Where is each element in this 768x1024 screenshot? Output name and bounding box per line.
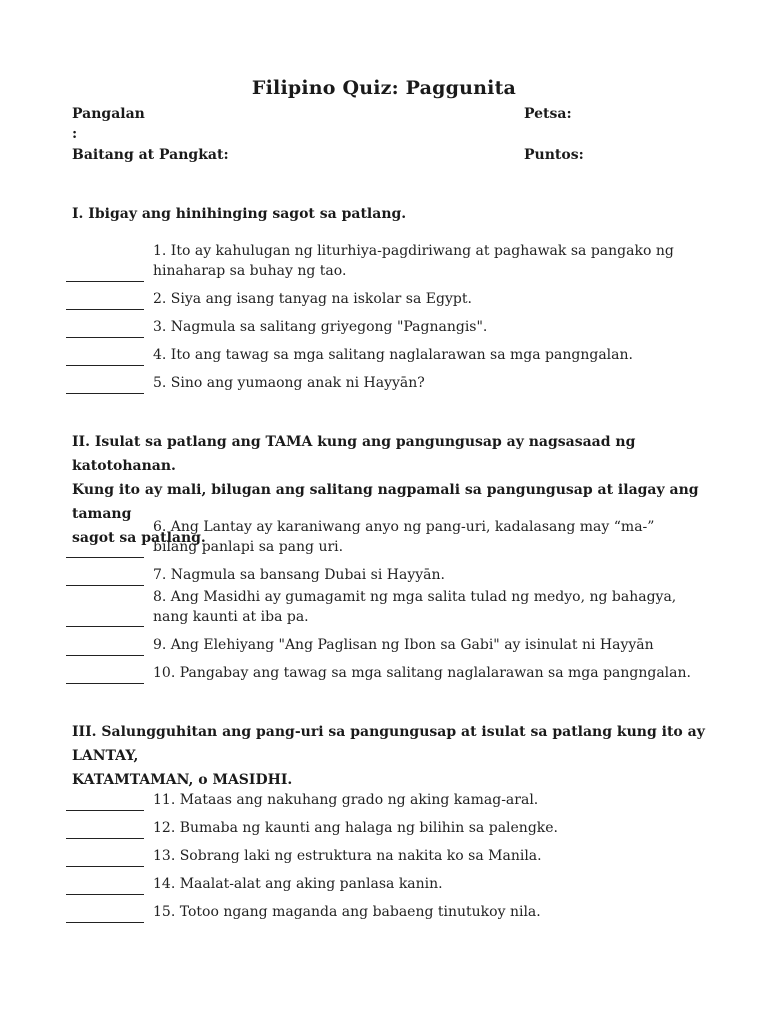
section-3-instruction-line1: III. Salungguhitan ang pang-uri sa pangungusap at isulat sa patlang kung ito ay LANTAY,	[72, 724, 705, 764]
question-14-text: 14. Maalat-alat ang aking panlasa kanin.	[153, 876, 443, 892]
answer-blank-15[interactable]	[66, 922, 144, 923]
section-3-instruction	[72, 720, 712, 792]
section-2-instruction-line1: II. Isulat sa patlang ang TAMA kung ang pangungusap ay nagsasaad ng katotohanan.	[72, 434, 636, 474]
question-5-text: 5. Sino ang yumaong anak ni Hayyān?	[153, 375, 425, 391]
question-8-text-line1: 8. Ang Masidhi ay gumagamit ng mga salita tulad ng medyo, ng bahagya,	[153, 589, 677, 605]
answer-blank-9[interactable]	[66, 655, 144, 656]
answer-blank-11[interactable]	[66, 810, 144, 811]
question-5	[66, 373, 716, 413]
answer-blank-1[interactable]	[66, 281, 144, 282]
question-15	[66, 902, 716, 942]
date-label: Petsa:	[524, 106, 572, 122]
question-11-text: 11. Mataas ang nakuhang grado ng aking kamag-aral.	[153, 792, 539, 808]
section-2-instruction-line2: Kung ito ay mali, bilugan ang salitang nagpamali sa pangungusap at ilagay ang tamang	[72, 482, 699, 522]
answer-blank-5[interactable]	[66, 393, 144, 394]
name-label: Pangalan	[72, 106, 145, 122]
question-6-text-line1: 6. Ang Lantay ay karaniwang anyo ng pang-uri, kadalasang may “ma-”	[153, 519, 655, 535]
question-1	[66, 240, 716, 284]
question-6	[66, 517, 716, 561]
question-13-text: 13. Sobrang laki ng estruktura na nakita ko sa Manila.	[153, 848, 542, 864]
question-7-text: 7. Nagmula sa bansang Dubai si Hayyān.	[153, 567, 445, 583]
answer-blank-13[interactable]	[66, 866, 144, 867]
answer-blank-8[interactable]	[66, 626, 144, 627]
answer-blank-10[interactable]	[66, 683, 144, 684]
answer-blank-14[interactable]	[66, 894, 144, 895]
question-2-text: 2. Siya ang isang tanyag na iskolar sa Egypt.	[153, 291, 472, 307]
grade-section-label: Baitang at Pangkat:	[72, 147, 229, 163]
section-1-instruction: I. Ibigay ang hinihinging sagot sa patlang.	[72, 206, 407, 222]
answer-blank-12[interactable]	[66, 838, 144, 839]
answer-blank-3[interactable]	[66, 337, 144, 338]
answer-blank-2[interactable]	[66, 309, 144, 310]
score-label: Puntos:	[524, 147, 584, 163]
question-4-text: 4. Ito ang tawag sa mga salitang naglalarawan sa mga pangngalan.	[153, 347, 633, 363]
name-colon: :	[72, 126, 78, 142]
answer-blank-6[interactable]	[66, 557, 144, 558]
answer-blank-7[interactable]	[66, 585, 144, 586]
question-8	[66, 587, 716, 631]
question-10-text: 10. Pangabay ang tawag sa mga salitang naglalarawan sa mga pangngalan.	[153, 665, 691, 681]
question-15-text: 15. Totoo ngang maganda ang babaeng tinutukoy nila.	[153, 904, 541, 920]
answer-blank-4[interactable]	[66, 365, 144, 366]
question-9-text: 9. Ang Elehiyang "Ang Paglisan ng Ibon sa Gabi" ay isinulat ni Hayyān	[153, 637, 654, 653]
question-1-text-line2: hinaharap sa buhay ng tao.	[153, 263, 347, 279]
question-8-text-line2: nang kaunti at iba pa.	[153, 609, 309, 625]
question-3-text: 3. Nagmula sa salitang griyegong "Pagnangis".	[153, 319, 488, 335]
question-6-text-line2: bilang panlapi sa pang uri.	[153, 539, 344, 555]
question-1-text-line1: 1. Ito ay kahulugan ng liturhiya-pagdiriwang at paghawak sa pangako ng	[153, 243, 674, 259]
question-12-text: 12. Bumaba ng kaunti ang halaga ng bilihin sa palengke.	[153, 820, 559, 836]
section-3-instruction-line2: KATAMTAMAN, o MASIDHI.	[72, 772, 293, 788]
question-10	[66, 663, 716, 703]
quiz-title: Filipino Quiz: Paggunita	[251, 77, 517, 99]
section-2-instruction-line3: sagot sa patlang.	[72, 530, 206, 546]
